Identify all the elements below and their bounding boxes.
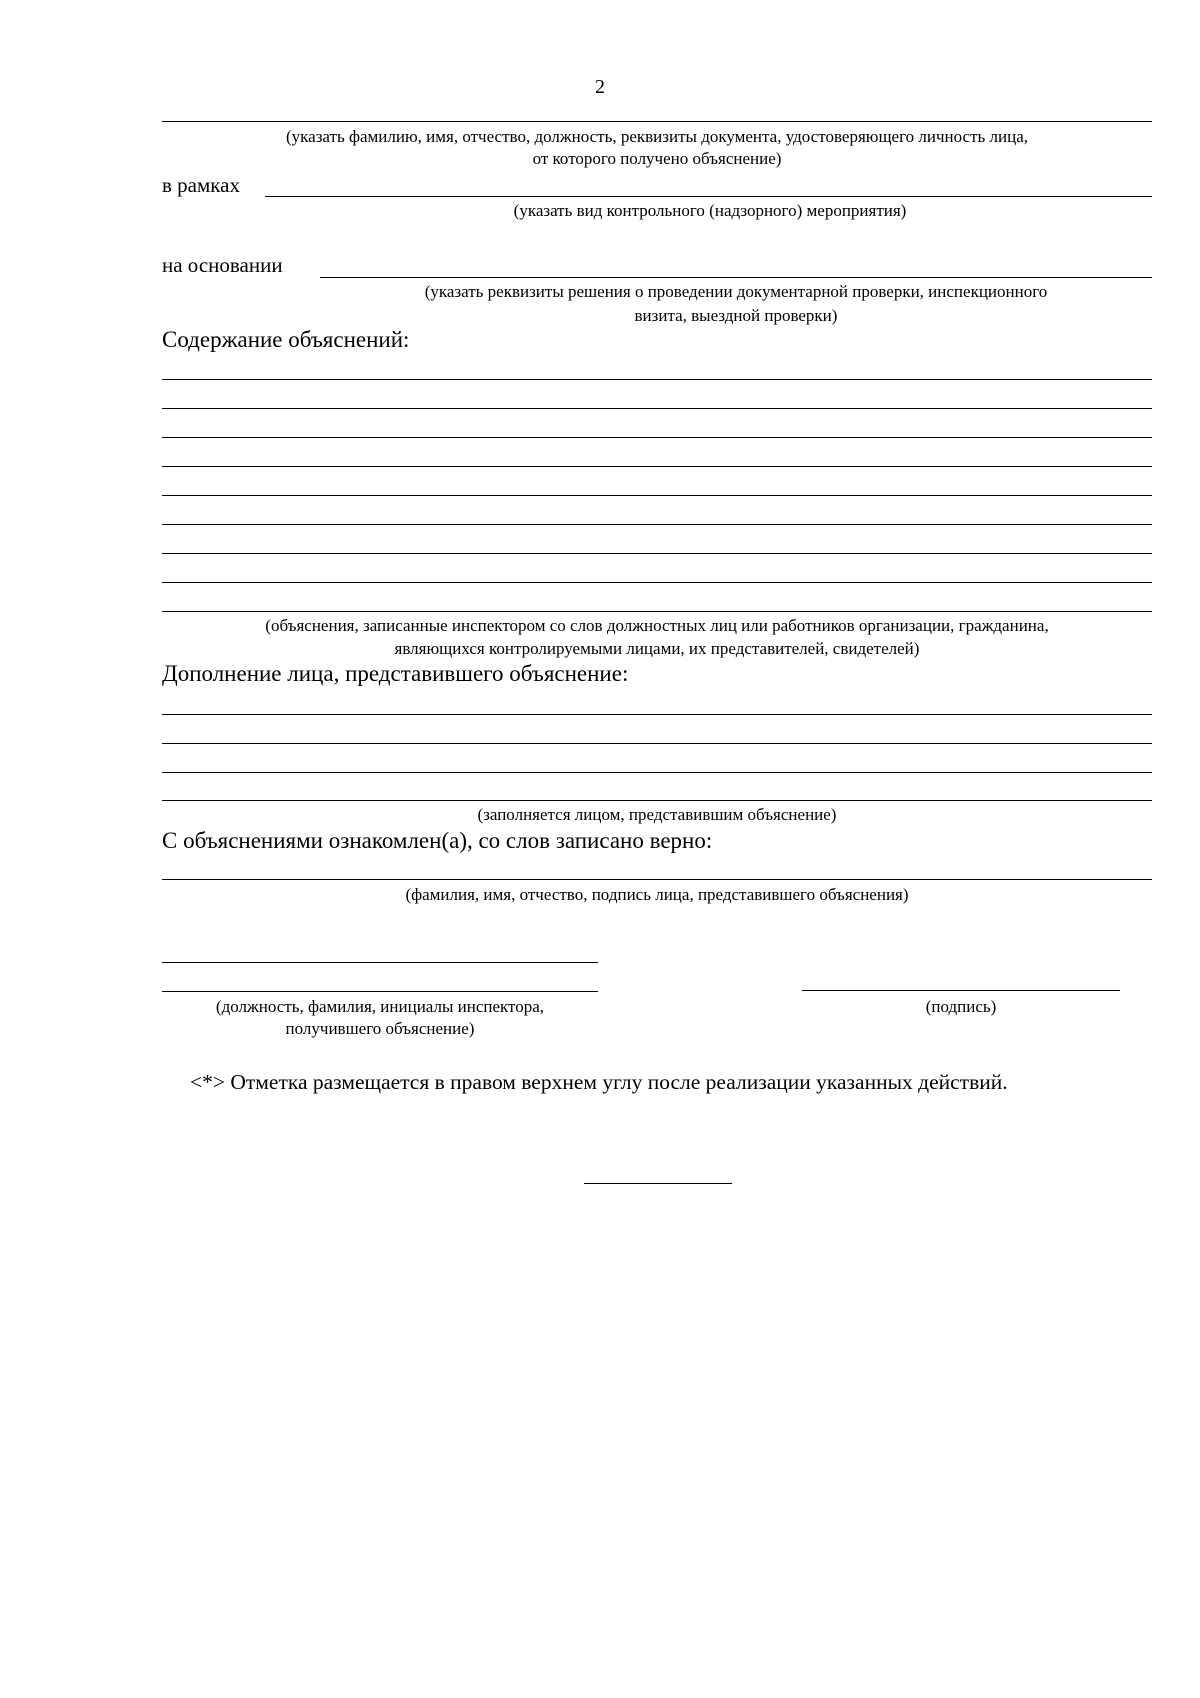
- inspector-caption-1: (должность, фамилия, инициалы инспектора,: [215, 997, 545, 1016]
- addition-line-3[interactable]: [162, 772, 1152, 773]
- addition-line-1[interactable]: [162, 714, 1152, 715]
- content-heading: Содержание объяснений:: [162, 327, 410, 352]
- person-fill-line[interactable]: [162, 121, 1152, 122]
- person-caption-1: (указать фамилию, имя, отчество, должность, реквизиты документа, удостоверяющего личность лица,: [286, 127, 1028, 146]
- within-label: в рамках: [162, 173, 240, 197]
- page-number: 2: [595, 76, 605, 98]
- footnote: <*> Отметка размещается в правом верхнем углу после реализации указанных действий.: [190, 1070, 1008, 1094]
- content-line-9[interactable]: [162, 611, 1152, 612]
- acknowledged-fill-line[interactable]: [162, 879, 1152, 880]
- addition-line-2[interactable]: [162, 743, 1152, 744]
- basis-caption-2: визита, выездной проверки): [634, 306, 838, 325]
- end-separator-line: [584, 1183, 732, 1184]
- within-fill-line[interactable]: [265, 196, 1152, 197]
- addition-line-4[interactable]: [162, 800, 1152, 801]
- signature-line[interactable]: [802, 990, 1120, 991]
- content-caption-2: являющихся контролируемыми лицами, их представителей, свидетелей): [394, 639, 920, 658]
- inspector-line-2[interactable]: [162, 991, 598, 992]
- content-line-1[interactable]: [162, 379, 1152, 380]
- signature-caption: (подпись): [925, 997, 997, 1016]
- content-line-4[interactable]: [162, 466, 1152, 467]
- content-line-7[interactable]: [162, 553, 1152, 554]
- content-line-6[interactable]: [162, 524, 1152, 525]
- basis-label: на основании: [162, 253, 283, 277]
- content-line-5[interactable]: [162, 495, 1152, 496]
- basis-caption-1: (указать реквизиты решения о проведении документарной проверки, инспекционного: [424, 282, 1048, 301]
- within-caption: (указать вид контрольного (надзорного) мероприятия): [513, 201, 907, 220]
- person-caption-2: от которого получено объяснение): [532, 149, 782, 168]
- addition-heading: Дополнение лица, представившего объяснение:: [162, 661, 629, 686]
- content-line-3[interactable]: [162, 437, 1152, 438]
- addition-caption: (заполняется лицом, представившим объяснение): [477, 805, 837, 824]
- content-line-2[interactable]: [162, 408, 1152, 409]
- inspector-caption-2: получившего объяснение): [285, 1019, 475, 1038]
- content-caption-1: (объяснения, записанные инспектором со слов должностных лиц или работников организации, гражданина,: [265, 616, 1049, 635]
- acknowledged-caption: (фамилия, имя, отчество, подпись лица, представившего объяснения): [405, 885, 909, 904]
- acknowledged-heading: С объяснениями ознакомлен(а), со слов записано верно:: [162, 828, 713, 853]
- content-line-8[interactable]: [162, 582, 1152, 583]
- inspector-line-1[interactable]: [162, 962, 598, 963]
- basis-fill-line[interactable]: [320, 277, 1152, 278]
